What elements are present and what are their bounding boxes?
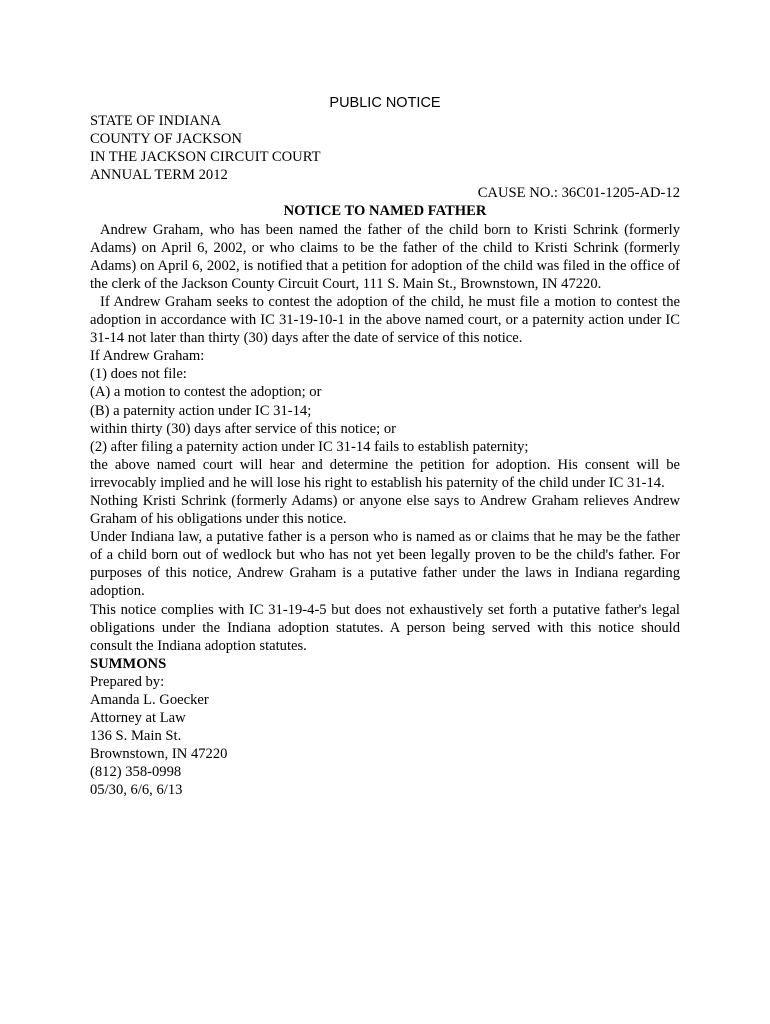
footer-line: 05/30, 6/6, 6/13 [90, 782, 183, 799]
footer-line: Brownstown, IN 47220 [90, 746, 228, 763]
paragraph-named-father: Andrew Graham, who has been named the father of the child born to Kristi Schrink (formerly Adams) on April 6, 2002, or who claims to be the father of the child to Kristi Schrink (formerly Adams) on April 6, 2002, is notified that a petition for adoption of the child was filed in the office of the clerk of the Jackson County Circuit Court, 111 S. Main St., Brownstown, IN 47220. [90, 221, 680, 292]
notice-body [90, 112, 680, 800]
paragraph-consequence: the above named court will hear and determine the petition for adoption. His consent will be irrevocably implied and he will lose his right to establish his paternity of the child under IC 31-14. [90, 456, 680, 491]
header-line: ANNUAL TERM 2012 [90, 167, 228, 184]
summons-heading: SUMMONS [90, 655, 167, 672]
footer-line: Attorney at Law [90, 710, 186, 727]
header-line: COUNTY OF JACKSON [90, 131, 242, 148]
paragraph-contest: If Andrew Graham seeks to contest the adoption of the child, he must file a motion to contest the adoption in accordance with IC 31-19-10-1 in the above named court, or a paternity action under IC 31-14 not later than thirty (30) days after the date of service of this notice. [90, 293, 680, 347]
list-line: (2) after filing a paternity action under IC 31-14 fails to establish paternity; [90, 438, 529, 455]
footer-line: (812) 358-0998 [90, 764, 182, 781]
footer-line: Amanda L. Goecker [90, 692, 209, 708]
header-line: STATE OF INDIANA [90, 113, 221, 129]
list-line: (A) a motion to contest the adoption; or [90, 384, 322, 401]
cause-number: CAUSE NO.: 36C01-1205-AD-12 [477, 185, 680, 202]
list-line: within thirty (30) days after service of this notice; or [90, 420, 396, 437]
footer-line: 136 S. Main St. [90, 728, 182, 745]
list-line: (B) a paternity action under IC 31-14; [90, 402, 312, 419]
paragraph-obligations: Nothing Kristi Schrink (formerly Adams) or anyone else says to Andrew Graham relieves Andrew Graham of his obligations under this notice. [90, 492, 680, 528]
footer-line: Prepared by: [90, 673, 165, 690]
page-title: PUBLIC NOTICE [329, 95, 441, 111]
list-line: If Andrew Graham: [90, 348, 205, 365]
header-line: IN THE JACKSON CIRCUIT COURT [90, 149, 321, 166]
paragraph-compliance: This notice complies with IC 31-19-4-5 but does not exhaustively set forth a putative father's legal obligations under the Indiana adoption statutes. A person being served with this notice should consult the Indiana adoption statutes. [90, 601, 680, 654]
list-line: (1) does not file: [90, 366, 187, 383]
paragraph-putative-father: Under Indiana law, a putative father is a person who is named as or claims that he may be the father of a child born out of wedlock but who has not yet been legally proven to be the child's father. For purposes of this notice, Andrew Graham is a putative father under the laws in Indiana regarding adoption. [90, 529, 680, 600]
notice-heading: NOTICE TO NAMED FATHER [283, 203, 487, 220]
